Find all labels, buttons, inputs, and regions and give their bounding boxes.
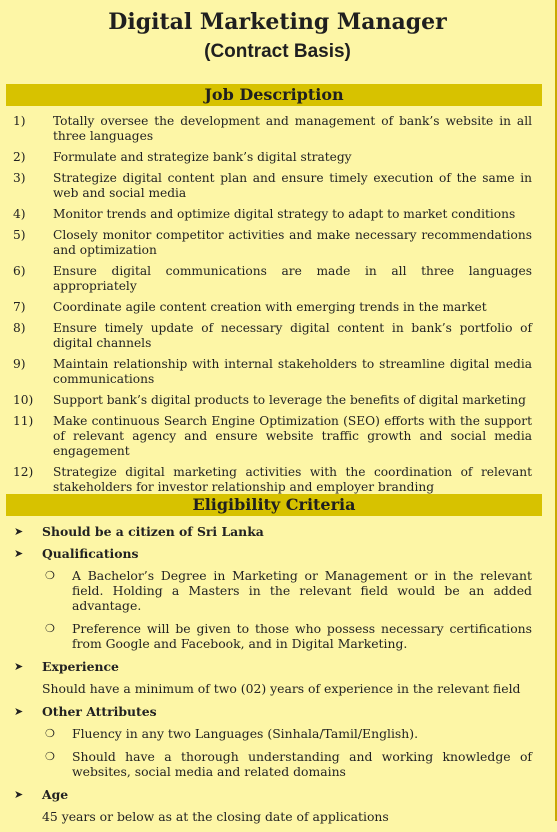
list-item (0, 300, 557, 315)
experience-label: Experience (42, 659, 119, 674)
job-description-list (0, 114, 557, 501)
job-description-heading: Job Description (6, 84, 542, 106)
item-text: Ensure digital communications are made in all three languages appropriately (53, 264, 532, 293)
circle-bullet-icon: ❍ (45, 727, 55, 740)
item-text: Closely monitor competitor activities and make necessary recommendations and optimization (53, 228, 532, 257)
list-item (0, 726, 557, 741)
experience-text: Should have a minimum of two (02) years of experience in the relevant field (42, 681, 521, 696)
item-text: Coordinate agile content creation with emerging trends in the market (53, 300, 487, 314)
list-item (0, 150, 557, 165)
list-item (0, 414, 557, 459)
item-number: 7) (13, 300, 26, 314)
item-text: Make continuous Search Engine Optimization (SEO) efforts with the support of relevant agency and ensure website traffic growth and social media engagement (53, 414, 532, 458)
list-item (0, 264, 557, 294)
list-item (0, 568, 557, 613)
item-text: Totally oversee the development and management of bank’s website in all three languages (53, 114, 532, 143)
criteria-citizenship (0, 524, 557, 539)
other-attributes-label: Other Attributes (42, 704, 157, 719)
item-number: 6) (13, 264, 26, 278)
age-text: 45 years or below as at the closing date of applications (42, 809, 389, 824)
qualification-text: A Bachelor’s Degree in Marketing or Management or in the relevant field. Holding a Masters in the relevant field would be an added advantage. (72, 568, 532, 613)
item-text: Support bank’s digital products to leverage the benefits of digital marketing (53, 393, 526, 407)
list-item (0, 621, 557, 651)
list-item (0, 114, 557, 144)
criteria-experience (0, 659, 557, 674)
criteria-age (0, 787, 557, 802)
item-number: 3) (13, 171, 26, 185)
item-text: Maintain relationship with internal stakeholders to streamline digital media communications (53, 357, 532, 386)
list-item (0, 228, 557, 258)
list-item (0, 171, 557, 201)
eligibility-criteria-heading: Eligibility Criteria (6, 494, 542, 516)
circle-bullet-icon: ❍ (45, 622, 55, 635)
criteria-qualifications (0, 546, 557, 561)
item-text: Monitor trends and optimize digital strategy to adapt to market conditions (53, 207, 516, 221)
item-number: 11) (13, 414, 34, 428)
qualifications-label: Qualifications (42, 546, 139, 561)
circle-bullet-icon: ❍ (45, 750, 55, 763)
list-item (0, 357, 557, 387)
list-item (0, 465, 557, 495)
attribute-text: Should have a thorough understanding and working knowledge of websites, social media and related domains (72, 749, 532, 779)
list-item (0, 393, 557, 408)
arrow-bullet-icon: ➤ (14, 547, 24, 560)
item-text: Formulate and strategize bank’s digital strategy (53, 150, 352, 164)
list-item (0, 749, 557, 779)
item-text: Strategize digital content plan and ensure timely execution of the same in web and social media (53, 171, 532, 200)
age-label: Age (42, 787, 69, 802)
arrow-bullet-icon: ➤ (14, 525, 24, 538)
arrow-bullet-icon: ➤ (14, 788, 24, 801)
criteria-other-attributes (0, 704, 557, 719)
item-text: Strategize digital marketing activities with the coordination of relevant stakeholders for investor relationship and employer branding (53, 465, 532, 494)
item-number: 9) (13, 357, 26, 371)
item-number: 8) (13, 321, 26, 335)
arrow-bullet-icon: ➤ (14, 705, 24, 718)
job-subtitle: (Contract Basis) (204, 41, 351, 62)
list-item (0, 207, 557, 222)
job-title: Digital Marketing Manager (108, 9, 447, 35)
item-number: 10) (13, 393, 34, 407)
circle-bullet-icon: ❍ (45, 569, 55, 582)
list-item (0, 321, 557, 351)
item-number: 12) (13, 465, 34, 479)
arrow-bullet-icon: ➤ (14, 660, 24, 673)
citizenship-text: Should be a citizen of Sri Lanka (42, 524, 264, 539)
item-number: 5) (13, 228, 26, 242)
item-number: 4) (13, 207, 26, 221)
item-text: Ensure timely update of necessary digital content in bank’s portfolio of digital channels (53, 321, 532, 350)
attribute-text: Fluency in any two Languages (Sinhala/Tamil/English). (72, 726, 419, 741)
eligibility-criteria-list (0, 524, 557, 832)
item-number: 2) (13, 150, 26, 164)
item-number: 1) (13, 114, 26, 128)
qualification-text: Preference will be given to those who possess necessary certifications from Google and Facebook, and in Digital Marketing. (72, 621, 532, 651)
